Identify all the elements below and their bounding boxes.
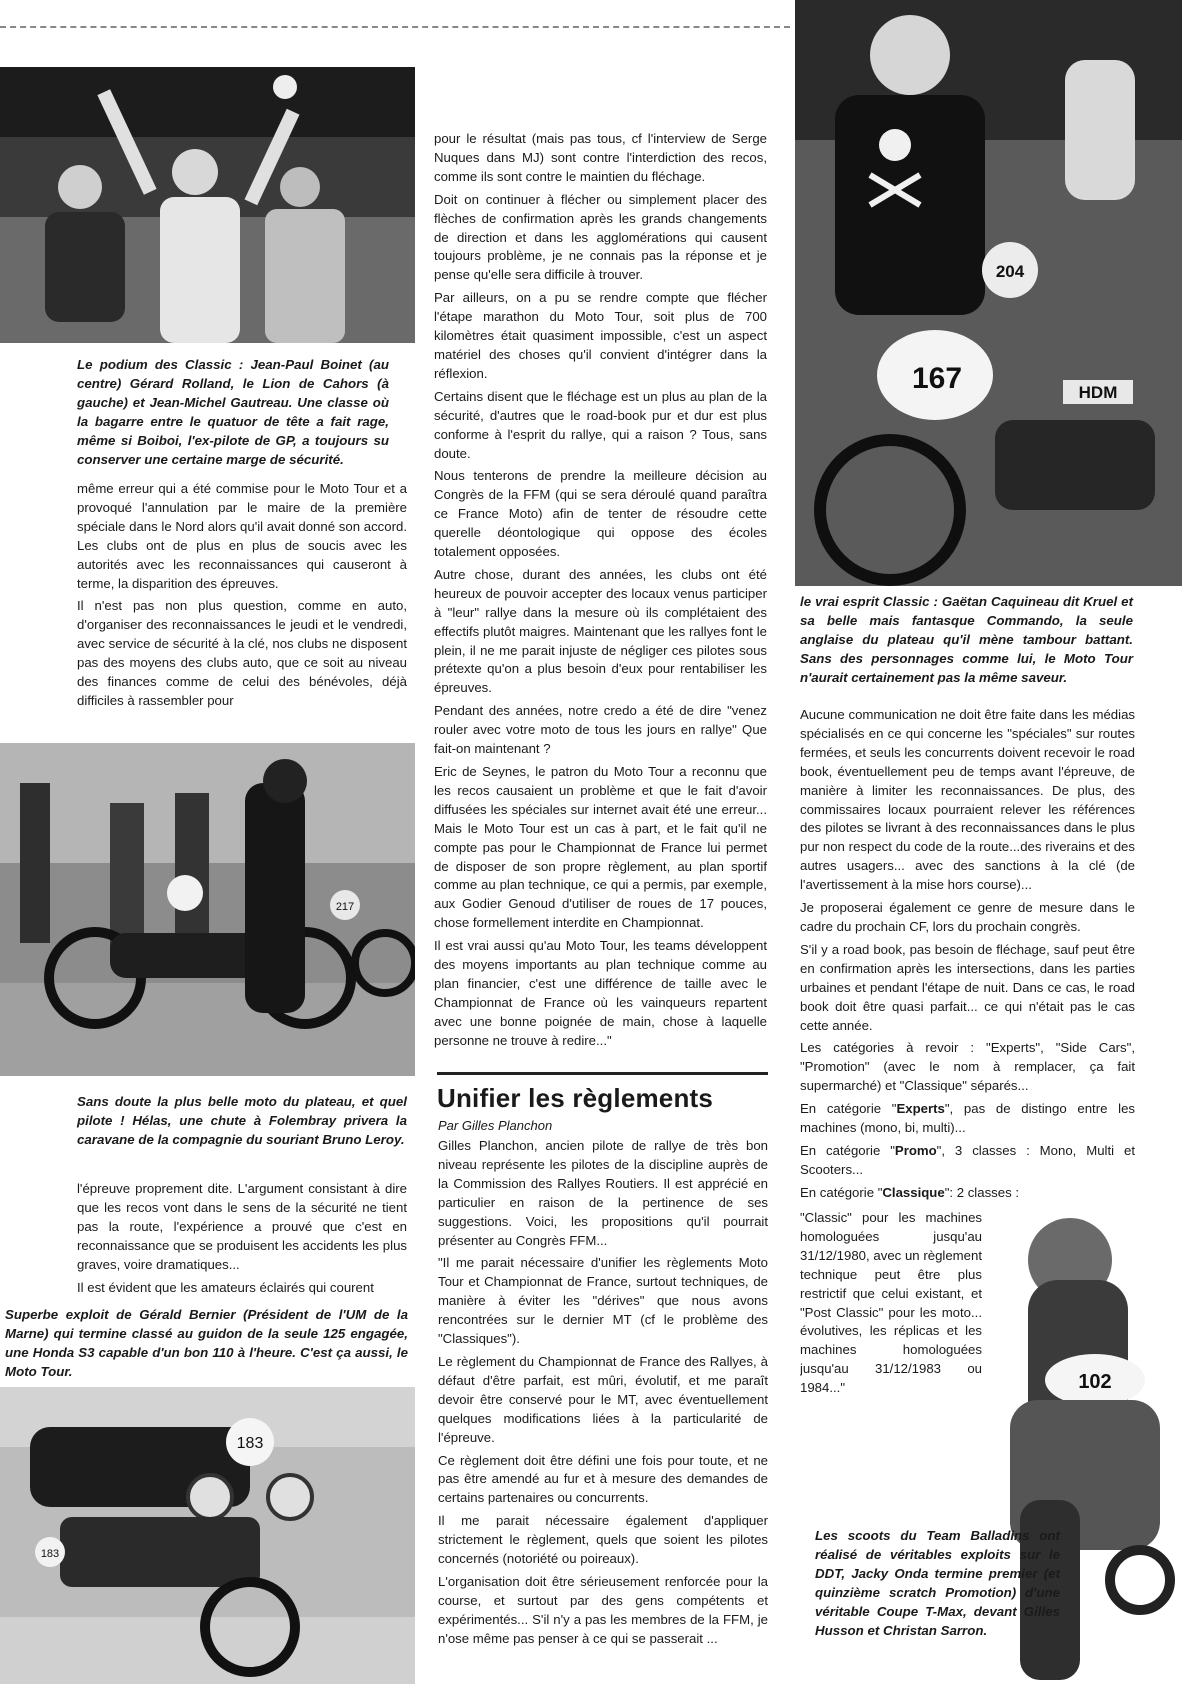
moto-217-photo: [0, 743, 415, 1076]
hdm-label: HDM: [1078, 383, 1118, 402]
paragraph: Par ailleurs, on a pu se rendre compte que flécher l'étape marathon du Moto Tour, soit plus de 700 kilomètres était quasiment impossible, c'est un aspect matériel des choses qu'il convient d'intégrer dans la réflexion.: [434, 290, 767, 381]
paragraph: Pendant des années, notre credo a été de dire "venez rouler avec votre moto de tous les jours en rallye" Que fait-on maintenant ?: [434, 703, 767, 757]
plate-204-label: 204: [995, 262, 1025, 281]
promo-keyword: Promo: [894, 1142, 937, 1158]
plate-217-label: 217: [335, 901, 355, 913]
paragraph: Il me parait nécessaire également d'appliquer strictement le règlement, quels que soient les pilotes concernés (notoriété ou poireaux).: [438, 1513, 768, 1567]
classique-keyword: Classique: [882, 1184, 945, 1200]
paragraph: Autre chose, durant des années, les clubs ont été heureux de pouvoir accepter des locaux venus participer à "leur" rallye dans la mesure où ils complétaient des effectifs plutôt maigres. Maintenant que les rallyes font le plein, il ne me parait injuste de négliger ces pilotes sous prétexte qu'on a plus besoin d'eux pour rentabiliser les épreuves.: [434, 566, 767, 696]
paragraph: Gilles Planchon, ancien pilote de rallye de très bon niveau représente les pilotes de la discipline auprès de la Commission des Rallyes Routiers. Il est apprécié en particulier en raison de la pertinence de ses suggestions. Voici, les propositions qu'il pourrait présenter au Congrès FFM...: [438, 1138, 768, 1248]
section-rule: [437, 1072, 768, 1075]
paragraph: "Il me parait nécessaire d'unifier les règlements Moto Tour et Championnat de France, surtout techniques, de manière à éviter les "dérives" que nous avons rencontrées sur le dernier MT (cf le problème des "Classiques").: [438, 1255, 768, 1347]
podium-photo: [0, 67, 415, 343]
plate-183-label: 183: [236, 1435, 264, 1452]
experts-post: ", pas de distingo entre les machines (mono, bi, multi)...: [800, 1101, 1135, 1136]
paragraph: même erreur qui a été commise pour le Moto Tour et a provoqué l'annulation par le maire de la première spéciale dans le Nord alors qu'il avait donné son accord. Les clubs ont de plus en plus de soucis avec les autorités avec les reconnaissances qui causeront à terme, la disparition des épreuves.: [77, 481, 407, 591]
experts-pre: En catégorie ": [800, 1101, 897, 1117]
paragraph: pour le résultat (mais pas tous, cf l'interview de Serge Nuques dans MJ) sont contre l'interdiction des recos, comme ils sont contre le maintien du fléchage.: [434, 131, 767, 184]
col3-text: [800, 706, 1135, 1203]
col2-text: [434, 130, 767, 1065]
promo-pre: En catégorie ": [800, 1142, 895, 1158]
paragraph: Ce règlement doit être défini une fois pour toute, et ne pas être amendé au fur et à mesure des demandes de certains partenaires ou concurrents.: [438, 1452, 768, 1506]
byline: Par Gilles Planchon: [438, 1118, 553, 1133]
caption-caquineau: le vrai esprit Classic : Gaëtan Caquineau dit Kruel et sa belle mais fantasque Commando, la seule anglaise du plateau qu'il mène tambour battant. Sans des personnages comme lui, le Moto Tour n'aurait certainement pas la même saveur.: [800, 594, 1133, 685]
caption-podium: Le podium des Classic : Jean-Paul Boinet (au centre) Gérard Rolland, le Lion de Cahors (à gauche) et Jean-Michel Gautreau. Une classe où la bagarre entre le quatuor de tête a fait rage, même si Boiboi, l'ex-pilote de GP, a toujours su conserver une certaine marge de sécurité.: [77, 357, 389, 467]
caption-plus-belle-moto: Sans doute la plus belle moto du plateau, et quel pilote ! Hélas, une chute à Folembray privera la caravane de la compagnie du souriant Bruno Leroy.: [77, 1094, 407, 1147]
paragraph: Certains disent que le fléchage est un plus au plan de la sécurité, d'autres que le road-book pur et dur est plus conforme à l'esprit du rallye, qui a raison ? Tous, sans doute.: [434, 388, 767, 461]
paragraph: Il est évident que les amateurs éclairés qui courent: [77, 1279, 374, 1295]
top-dashed-rule: [0, 26, 790, 28]
plate-102-label: 102: [1078, 1371, 1112, 1393]
promo-post: ", 3 classes : Mono, Multi et Scooters...: [800, 1142, 1135, 1177]
paragraph: Il est vrai aussi qu'au Moto Tour, les teams développent des moyens importants au plan technique comme au plan financier, c'est une différence de taille avec le Championnat de France où les vainqueurs repartent avec une bonne poignée de main, chose à laquelle personne ne trouve à redire...": [434, 938, 767, 1048]
section-title: Unifier les règlements: [437, 1083, 714, 1113]
unifier-text: [438, 1137, 768, 1653]
paragraph: Nous tenterons de prendre la meilleure décision au Congrès de la FFM (qui se sera déroulé quand paraîtra ce France Moto) afin de tenter de résoudre cette querelle déontologique qui oppose des écoles totalement opposées.: [434, 468, 767, 560]
paragraph: Je proposerai également ce genre de mesure dans le cadre du prochain CF, lors du prochain congrès.: [800, 900, 1135, 934]
paragraph: Aucune communication ne doit être faite dans les médias spécialisés en ce qui concerne les "spéciales" sur routes fermées, et seuls les concurrents doivent recevoir le road book, éventuellement peu de temps avant l'épreuve, de manière à limiter les reconnaissances. De plus, des commissaires locaux pourraient relever les références des pilotes se livrant à des reconnaissances dans le plus pur non respect du code de la route...des riverains et des autres usagers... avec des sanctions à la clé (de l'avertissement à la mise hors course)...: [800, 707, 1135, 893]
plate-167-label: 167: [911, 362, 963, 395]
paragraph: S'il y a road book, pas besoin de fléchage, sauf peut être en confirmation après les intersections, dans les parties urbaines et pendant l'étape de nuit. Dans ce cas, le road book doit être quasi parfait... ce qui n'était pas le cas cette année.: [800, 941, 1135, 1033]
classique-detail: "Classic" pour les machines homologuées jusqu'au 31/12/1980, avec un règlement technique peut être plus restrictif que celui existant, et "Post Classic" pour les moto... évolutives, les réplicas et les machines homologuées jusqu'au 31/12/1983 ou 1984...": [800, 1210, 982, 1396]
col1-text-b: [77, 1180, 407, 1301]
paragraph: Il n'est pas non plus question, comme en auto, d'organiser des reconnaissances le jeudi et le vendredi, avec service de sécurité à la clé, nos clubs ne disposent pas des moyens des clubs auto, que ce soit au niveau des finances comme de celui des bénévoles, déjà difficiles à rassembler pour: [77, 598, 407, 708]
paragraph: L'organisation doit être sérieusement renforcée pour la course, et surtout par des gens compétents et expérimentés... S'il n'y a pas les membres de la FFM, je n'ose même pas penser à ce qui se passerait ...: [438, 1573, 768, 1646]
honda-183-photo: [0, 1387, 415, 1684]
paragraph: Le règlement du Championnat de France des Rallyes, à défaut d'être parfait, est mûri, évolutif, et me paraît devoir être conservé pour le MT, avec éventuellement quelques modifications liées à la particularité de l'épreuve.: [438, 1353, 768, 1445]
paragraph: Les catégories à revoir : "Experts", "Side Cars", "Promotion" (avec le nom à remplacer, ça fait supermarché) et "Classique" séparés...: [800, 1040, 1135, 1094]
paragraph: Doit on continuer à flécher ou simplement placer des flèches de confirmation après les grands changements de direction et dans les agglomérations qui causent toujours problème, je ne connais pas la réponse et je pense qu'elle sera difficile à trouver.: [434, 191, 767, 283]
col1-text-a: [77, 480, 407, 715]
paragraph: Eric de Seynes, le patron du Moto Tour a reconnu que les recos causaient un problème et que le fait d'avoir diffusées les spéciales sur internet avait été une erreur... Mais le Moto Tour est un cas à part, et le fait qu'il ne compte pas pour le Championnat de France lui permet de disposer de son propre règlement, au plan sportif comme au plan technique, ce qui a permis, par exemple, aux Godier Genoud d'utiliser de roues de 17 pouces, chose formellement interdite en Championnat.: [434, 764, 767, 931]
classique-post: ": 2 classes :: [944, 1184, 1020, 1200]
caption-bernier: Superbe exploit de Gérald Bernier (Président de l'UM de la Marne) qui termine classé au guidon de la seule 125 engagée, une Honda S3 capable d'un bon 110 à l'heure. C'est ça aussi, le Moto Tour.: [5, 1307, 408, 1379]
paragraph: l'épreuve proprement dite. L'argument consistant à dire que les recos vont dans le sens de la sécurité ne tient pas la route, l'expérience a prouvé que c'est en reconnaissance que se produisent les accidents les plus graves, voire dramatiques...: [77, 1181, 407, 1272]
paragraph: [800, 1142, 1135, 1180]
experts-keyword: Experts: [896, 1101, 945, 1117]
caption-scoots: Les scoots du Team Balladins ont réalisé de véritables exploits sur le DDT, Jacky Onda termine premier (et quinzième scratch Promotion) d'une véritable Coupe T-Max, devant Gilles Husson et Christan Sarron.: [815, 1528, 1060, 1638]
plate-183-side-label: 183: [40, 1548, 60, 1560]
paragraph: [800, 1100, 1135, 1138]
caquineau-photo: [795, 0, 1182, 586]
classique-pre: En catégorie ": [800, 1184, 883, 1200]
